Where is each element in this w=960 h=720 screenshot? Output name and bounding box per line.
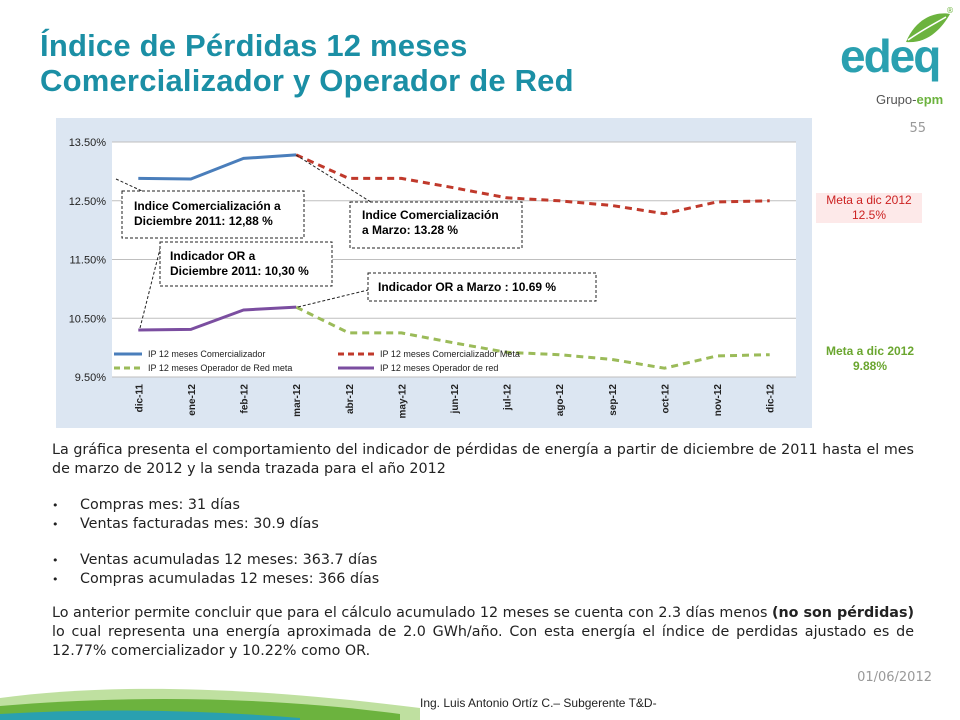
annotation-1-line1: Indice Comercialización a (134, 199, 281, 213)
meta-red-line2: 12.5% (851, 208, 887, 222)
x-tick-label: sep-12 (607, 384, 619, 416)
list-item: • Ventas facturadas mes: 30.9 días (52, 516, 319, 532)
list-item: • Compras acumuladas 12 meses: 366 días (52, 571, 380, 587)
logo-registered: ® (946, 6, 954, 15)
x-tick-label: feb-12 (239, 384, 251, 414)
logo-group-name: epm (916, 92, 944, 107)
y-tick-label: 10.50% (68, 313, 106, 326)
legend-label-1: IP 12 meses Comercializador Meta (380, 349, 520, 359)
x-tick-label: ene-12 (186, 384, 198, 416)
logo-group-prefix: Grupo- (876, 92, 917, 107)
annotation-1-line2: Diciembre 2011: 12,88 % (134, 214, 273, 228)
bullet-icon: • (52, 518, 59, 531)
x-tick-label: oct-12 (660, 384, 672, 414)
x-tick-label: may-12 (397, 384, 409, 419)
intro-paragraph: La gráfica presenta el comportamiento del indicador de pérdidas de energía a partir de diciembre de 2011 hasta el mes de marzo de 2012 y la senda trazada para el año 2012 (52, 442, 914, 477)
y-tick-label: 13.50% (68, 137, 106, 149)
footer-author: Ing. Luis Antonio Ortíz C.– Subgerente T&D- (420, 696, 657, 710)
bullet-icon: • (52, 499, 59, 512)
annotation-3-line2: Diciembre 2011: 10,30 % (170, 264, 309, 278)
annotation-4-line1: Indicador OR a Marzo : 10.69 % (378, 280, 557, 294)
bottom-swoosh-decoration (0, 668, 960, 720)
bullet-list-1 (52, 496, 914, 534)
list-item: • Compras mes: 31 días (52, 497, 240, 513)
annotation-box-1 (122, 191, 304, 238)
annotation-box-4 (368, 273, 596, 301)
legend-label-3: IP 12 meses Operador de red (380, 363, 499, 373)
x-tick-label: nov-12 (713, 384, 725, 417)
meta-green-line2: 9.88% (852, 359, 888, 373)
conclusion-bold: (no son pérdidas) (771, 605, 914, 621)
x-tick-label: dic-11 (134, 384, 146, 413)
meta-red-line1: Meta a dic 2012 (826, 193, 912, 207)
logo-brand-text: edeq (840, 30, 940, 82)
conclusion-paragraph: Lo anterior permite concluir que para el cálculo acumulado 12 meses se cuenta con 2.3 días menos (no son pérdidas) lo cual representa una energía aproximada de 2.0 GWh/año. Con esta energía el índice de perdidas ajustado es de 12.77% comercializador y 10.22% como OR. (52, 605, 914, 659)
body-text (52, 441, 914, 661)
slide-title-line1: Índice de Pérdidas 12 meses (40, 28, 468, 63)
bullet-list-2 (52, 551, 914, 589)
legend-label-2: IP 12 meses Operador de Red meta (148, 363, 293, 373)
slide-date: 01/06/2012 (857, 670, 932, 685)
list-item: • Ventas acumuladas 12 meses: 363.7 días (52, 552, 378, 568)
edeq-logo (836, 4, 954, 108)
annotation-2-line1: Indice Comercialización (362, 208, 499, 222)
x-tick-label: dic-12 (765, 384, 777, 413)
slide-number: 55 (909, 121, 926, 136)
bullet-icon: • (52, 554, 59, 567)
annotation-3-line1: Indicador OR a (170, 249, 256, 263)
meta-red-label (816, 193, 922, 223)
x-tick-label: jul-12 (502, 384, 514, 411)
annotation-box-3 (160, 242, 332, 286)
x-tick-label: abr-12 (344, 384, 356, 415)
slide-title (40, 28, 720, 98)
meta-green-label (818, 344, 922, 374)
x-tick-label: ago-12 (555, 384, 567, 417)
losses-chart (56, 118, 812, 428)
legend-label-0: IP 12 meses Comercializador (148, 349, 266, 359)
slide-title-line2: Comercializador y Operador de Red (40, 63, 574, 98)
annotation-box-2 (350, 202, 522, 248)
annotation-2-line2: a Marzo: 13.28 % (362, 223, 459, 237)
meta-green-line1: Meta a dic 2012 (825, 344, 915, 358)
y-tick-label: 12.50% (68, 195, 106, 208)
y-tick-label: 11.50% (69, 254, 106, 267)
x-tick-label: mar-12 (292, 384, 304, 417)
x-tick-label: jun-12 (450, 384, 461, 414)
svg-text:Grupo-epm (876, 92, 943, 107)
y-tick-label: 9.50% (74, 372, 106, 384)
bullet-icon: • (52, 573, 59, 586)
